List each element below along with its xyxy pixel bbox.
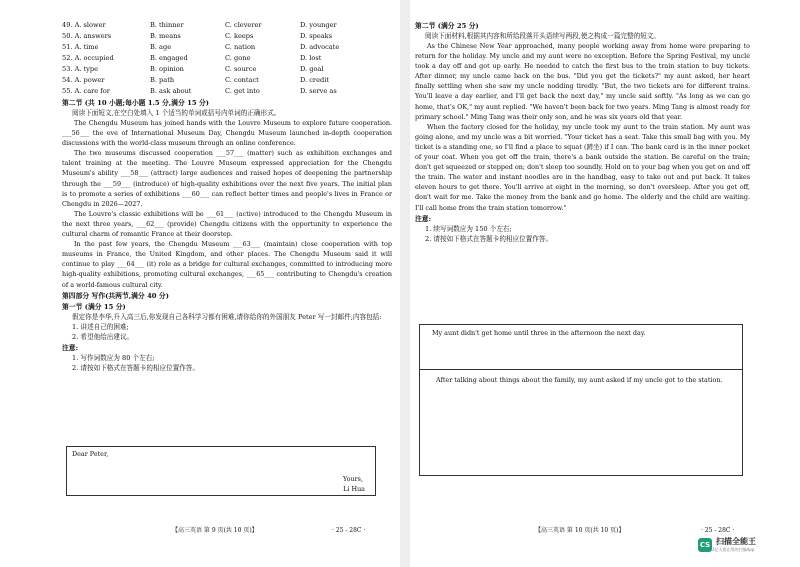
writing-sec1-title: 第一节 (满分 15 分): [62, 302, 126, 311]
left-code: · 25 - 28C ·: [332, 527, 366, 534]
continuation-title: 第二节 (满分 25 分): [415, 22, 479, 30]
paragraph: In the past few years, the Chengdu Museum ___63___ (maintain) close cooperation with top museums in France, the United Kingdom, and other places. The Chengdu Museum said it will continue to play ___64___ (it) role as a bridge for cultural exchanges, committed to introducing more high-quality exhibitions, promoting cultural exchanges, ___65___ contributing to Chengdu's creation of a world-famous cultural city.: [62, 240, 392, 289]
camscanner-watermark: [698, 536, 756, 553]
paragraph: As the Chinese New Year approached, many people working away from home were preparing to return for the holiday. My uncle and my aunt were no exception. Before the Spring Festival, my uncle took a day off and got up early. He needed to catch the first bus to the train station to buy tickets. After dinner, my uncle came back on the bus. "Did you get the tickets?" my aunt asked, her heart finally settling when she saw my uncle nodding tiredly. "But, the two tickets are for different trains. You'll leave a day earlier, and I'll get back the next day," my uncle said softly. "As long as we can go home, that's OK," my aunt replied. "We haven't been back for two years. Ming Tang is almost ready for primary school." Ming Tang was their only son, and he was six years old that year.: [415, 42, 750, 121]
option-cell: B. ask about: [150, 87, 192, 95]
part4-title: 第四部分 写作(共两节,满分 40 分): [62, 291, 169, 300]
continuation-answer-box[interactable]: [419, 324, 743, 476]
option-cell: D. credit: [300, 76, 329, 84]
option-cell: D. lost: [300, 54, 322, 62]
paragraph: The two museums discussed cooperation ___57___ (matter) such as exhibition exchanges and talent training at the meeting. The Louvre Museum expressed appreciation for the Chengdu Museum's ability ___58___ (attract) large audiences and raised hopes of deepening the partnership through the ___59___ (introduce) of high-quality exhibitions over the next five years. The initial plan is to promote a series of exhibitions ___60___ can reflect better times and people's lives in France or Chengdu in 2026—2027.: [62, 149, 392, 208]
section2-instruction: 阅读下面短文,在空白处填入 1 个适当的单词或括号内单词的正确形式。: [72, 109, 281, 117]
right-page: [415, 20, 750, 534]
letter-answer-box[interactable]: [66, 446, 376, 496]
option-cell: D. goal: [300, 65, 324, 73]
option-cell: 52. A. occupied: [62, 54, 114, 62]
option-row: [62, 53, 392, 64]
option-cell: D. serve as: [300, 87, 337, 95]
page-fold-shadow: [400, 0, 410, 567]
paragraph: The Chengdu Museum has joined hands with the Louvre Museum to explore future cooperation. ___56___ the eve of International Museum Day, Chengdu Museum launched in-depth cooperation discussions with the world-class museum through an online conference.: [62, 119, 392, 148]
passage: [62, 118, 392, 290]
option-cell: D. younger: [300, 21, 337, 29]
option-cell: B. opinion: [150, 65, 184, 73]
watermark-sub: 3亿人都在用的扫描App: [712, 547, 755, 552]
option-cell: C. source: [225, 65, 257, 73]
left-page: [62, 20, 392, 534]
right-footer: 【高三英语 第 10 页(共 10 页)】: [535, 527, 625, 534]
option-row: [62, 31, 392, 42]
option-row: [62, 20, 392, 31]
writing-sec1-instruction: 假定你是李华,升入高三后,你发现自己各科学习都有困难,请你给你的外国朋友 Peter 写一封邮件,内容包括:: [72, 312, 382, 321]
option-cell: B. thinner: [150, 21, 184, 29]
right-note-1: 1. 续写词数应为 150 个左右;: [425, 224, 512, 233]
point-1: 1. 讲述自己的困难;: [72, 322, 129, 331]
option-cell: C. gone: [225, 54, 251, 62]
option-cell: 53. A. type: [62, 65, 99, 73]
watermark-name: 扫描全能王: [716, 537, 756, 546]
option-cell: B. means: [150, 32, 181, 40]
box-opening-line-2: After talking about things about the family, my aunt asked if my uncle got to the station.: [436, 376, 723, 384]
left-footer: 【高三英语 第 9 页(共 10 页)】: [172, 527, 258, 534]
option-cell: C. keeps: [225, 32, 254, 40]
paragraph: The Louvre's classic exhibitions will be ___61___ (active) introduced to the Chengdu Museum in the next three years, ___62___ (provide) Chengdu citizens with the opportunity to experience the cultural charm of romantic France at their doorstep.: [62, 209, 392, 239]
option-cell: C. get into: [225, 87, 260, 95]
option-cell: 55. A. care for: [62, 87, 110, 95]
letter-signature: Li Hua: [343, 485, 365, 493]
option-cell: B. age: [150, 43, 172, 51]
right-note-label: 注意:: [415, 214, 432, 223]
continuation-instruction: 阅读下面材料,根据其内容和所给段落开头语续写两段,使之构成一篇完整的短文。: [425, 32, 660, 40]
option-cell: B. engaged: [150, 54, 188, 62]
option-cell: 49. A. slower: [62, 21, 106, 29]
section2-title: 第二节 (共 10 小题;每小题 1.5 分,满分 15 分): [62, 99, 209, 107]
right-code: · 25 - 28C ·: [701, 527, 735, 534]
option-cell: D. advocate: [300, 43, 340, 51]
right-note-2: 2. 请按如下格式在答题卡的相应位置作答。: [425, 234, 553, 243]
option-row: [62, 42, 392, 53]
letter-closing: Yours,: [343, 475, 363, 483]
note-2: 2. 请按如下格式在答题卡的相应位置作答。: [72, 363, 200, 372]
option-cell: D. speaks: [300, 32, 333, 40]
box-opening-line-1: My aunt didn't get home until three in the afternoon the next day.: [432, 329, 646, 337]
point-2: 2. 希望他给出建议。: [72, 332, 134, 341]
option-cell: 50. A. answers: [62, 32, 112, 40]
option-cell: C. contact: [225, 76, 259, 84]
paragraph: When the factory closed for the holiday, my uncle took my aunt to the train station. My aunt was going alone, and my uncle was a bit worried. "Your ticket has a seat. Take this small bag with you. My ticket is a standing one, so I'll find a place to squat (蹲坐) if I can. The bank card is in the inner pocket of your coat. When you get off the train, there's a bank outside the station. Be careful on the train; don't get squeezed or stepped on; don't sleep too soundly. Hold on to your bag when you get on and off the train. The water and instant noodles are in the handbag, easy to take out and put back. It takes eleven hours to get there. You'll arrive at eight in the morning, so don't oversleep. After you get off, don't wait for me. Take the money from the bank and go home. The elderly and the child are waiting. I'll call home from the train station tomorrow.": [415, 122, 750, 212]
option-cell: C. nation: [225, 43, 256, 51]
option-cell: B. path: [150, 76, 175, 84]
option-row: [62, 86, 392, 97]
options-list: [62, 20, 392, 97]
box-divider: [420, 369, 742, 370]
option-row: [62, 75, 392, 86]
camscanner-icon: CS: [698, 538, 712, 552]
story-passage: [415, 41, 750, 213]
note-label: 注意:: [62, 343, 79, 352]
letter-greeting: Dear Peter,: [72, 450, 109, 458]
option-row: [62, 64, 392, 75]
option-cell: 54. A. power: [62, 76, 105, 84]
option-cell: 51. A. time: [62, 43, 99, 51]
note-1: 1. 写作词数应为 80 个左右;: [72, 353, 155, 362]
option-cell: C. cleverer: [225, 21, 262, 29]
